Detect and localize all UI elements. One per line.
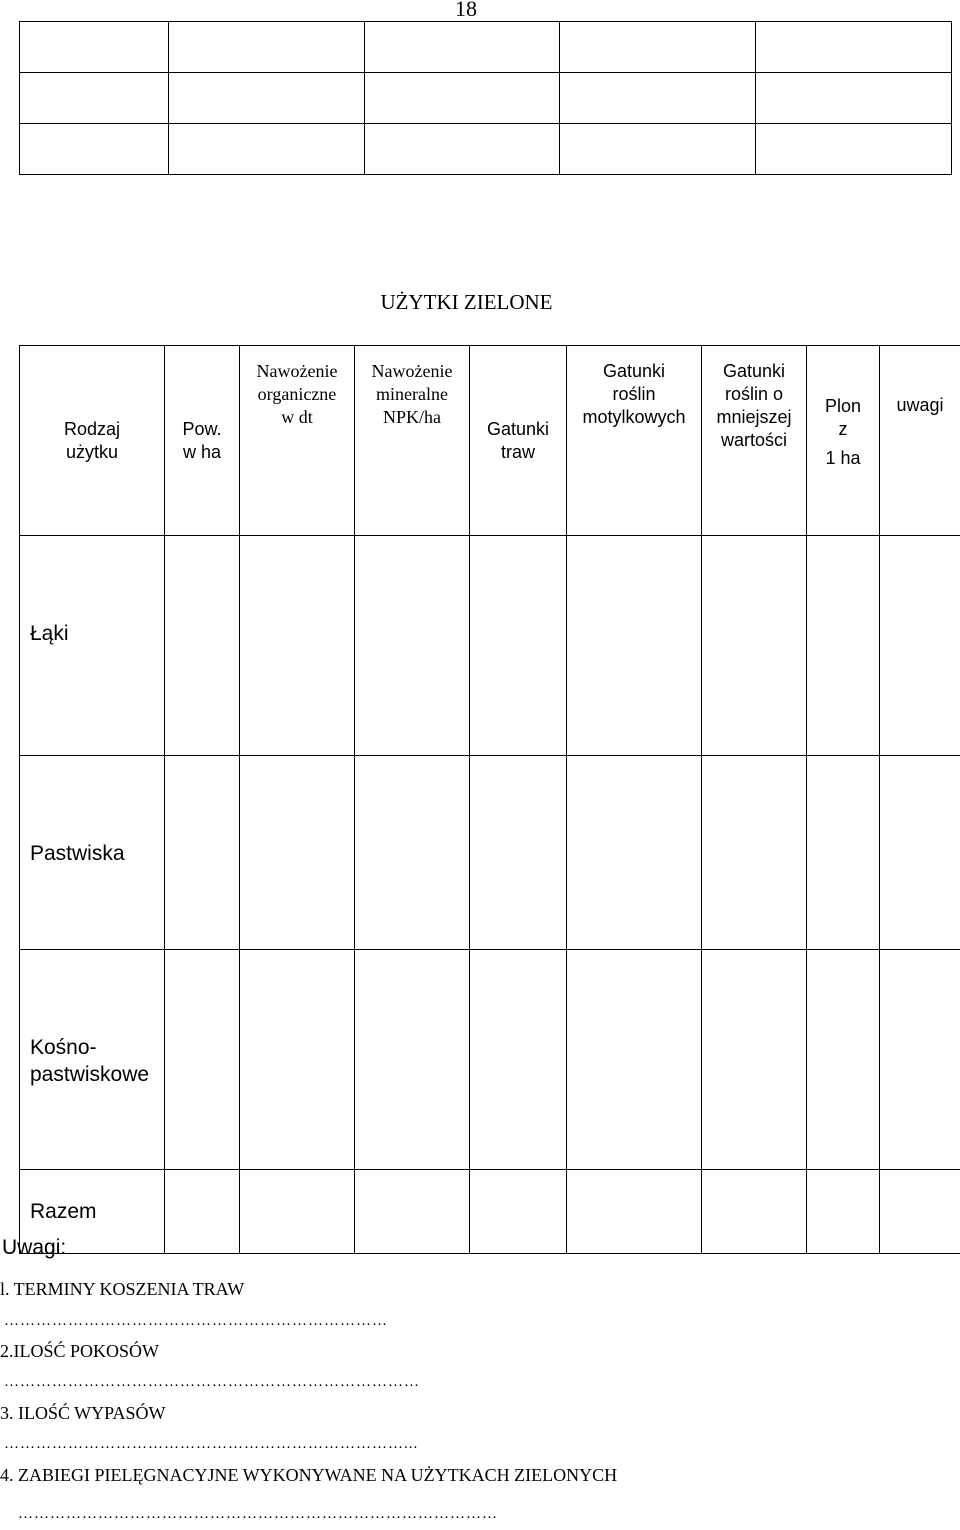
header-nawozenie-mineralne: Nawożenie mineralne NPK/ha [355, 346, 470, 536]
grid-cell [560, 73, 756, 124]
grid-row [20, 22, 952, 73]
header-nawozenie-organiczne: Nawożenie organiczne w dt [240, 346, 355, 536]
table-cell [165, 1170, 240, 1254]
table-cell [355, 756, 470, 950]
grassland-table [19, 345, 960, 1254]
table-cell [355, 1170, 470, 1254]
row-label: Razem [20, 1170, 165, 1254]
table-cell [165, 756, 240, 950]
table-cell [702, 756, 807, 950]
header-gatunki-traw: Gatunki traw [470, 346, 567, 536]
header-gatunki-mniejszej: Gatunki roślin o mniejszej wartości [702, 346, 807, 536]
grid-cell [756, 22, 952, 73]
grid-cell [20, 73, 169, 124]
table-row-kosno-pastwiskowe [20, 950, 960, 1170]
page-title: UŻYTKI ZIELONE [380, 290, 553, 314]
note-dots-4: ……………………………………………………………………………… [18, 1506, 498, 1522]
table-cell [880, 1170, 960, 1254]
table-cell [807, 536, 880, 756]
table-cell [702, 536, 807, 756]
table-cell [567, 536, 702, 756]
header-uwagi: uwagi [880, 346, 960, 536]
table-cell [702, 1170, 807, 1254]
table-cell [807, 1170, 880, 1254]
grid-cell [756, 73, 952, 124]
table-cell [702, 950, 807, 1170]
row-label: Kośno- pastwiskowe [20, 950, 165, 1170]
note-dots-3: …………………………………………………………………... [4, 1436, 419, 1452]
table-cell [355, 536, 470, 756]
header-plon: Plon z 1 ha [807, 346, 880, 536]
table-cell [240, 756, 355, 950]
note-dots-2: …………………………………………………………………… [4, 1374, 420, 1390]
grid-cell [560, 22, 756, 73]
table-cell [355, 950, 470, 1170]
header-row [20, 346, 960, 536]
table-cell [567, 950, 702, 1170]
table-row-laki [20, 536, 960, 756]
header-gatunki-motylkowych: Gatunki roślin motylkowych [567, 346, 702, 536]
table-cell [470, 950, 567, 1170]
grid-row [20, 124, 952, 175]
table-cell [470, 536, 567, 756]
table-cell [807, 756, 880, 950]
grid-cell [168, 22, 364, 73]
table-cell [567, 756, 702, 950]
table-cell [240, 536, 355, 756]
row-label: Pastwiska [20, 756, 165, 950]
table-row-razem [20, 1170, 960, 1254]
note-item-1: l. TERMINY KOSZENIA TRAW [0, 1279, 245, 1299]
table-cell [567, 1170, 702, 1254]
grid-cell [364, 22, 560, 73]
table-cell [470, 1170, 567, 1254]
table-cell [880, 536, 960, 756]
grid-cell [560, 124, 756, 175]
table-cell [165, 536, 240, 756]
grid-cell [756, 124, 952, 175]
table-cell [240, 1170, 355, 1254]
notes-heading: Uwagi: [2, 1236, 67, 1259]
grid-cell [20, 22, 169, 73]
grid-cell [168, 73, 364, 124]
grid-cell [364, 73, 560, 124]
note-item-4: 4. ZABIEGI PIELĘGNACYJNE WYKONYWANE NA UŻYTKACH ZIELONYCH [0, 1465, 618, 1485]
note-item-3: 3. ILOŚĆ WYPASÓW [0, 1403, 166, 1423]
header-rodzaj: Rodzaj użytku [20, 346, 165, 536]
row-label: Łąki [20, 536, 165, 756]
page-number: 18 [455, 0, 477, 21]
table-cell [470, 756, 567, 950]
grid-cell [168, 124, 364, 175]
top-empty-grid [19, 21, 952, 175]
note-item-2: 2.ILOŚĆ POKOSÓW [0, 1341, 160, 1361]
grid-cell [364, 124, 560, 175]
table-cell [165, 950, 240, 1170]
table-cell [880, 756, 960, 950]
table-cell [880, 950, 960, 1170]
grid-cell [20, 124, 169, 175]
table-row-pastwiska [20, 756, 960, 950]
table-cell [240, 950, 355, 1170]
note-dots-1: ……………………………………………………………… [4, 1313, 388, 1329]
grid-row [20, 73, 952, 124]
table-cell [807, 950, 880, 1170]
header-pow: Pow. w ha [165, 346, 240, 536]
